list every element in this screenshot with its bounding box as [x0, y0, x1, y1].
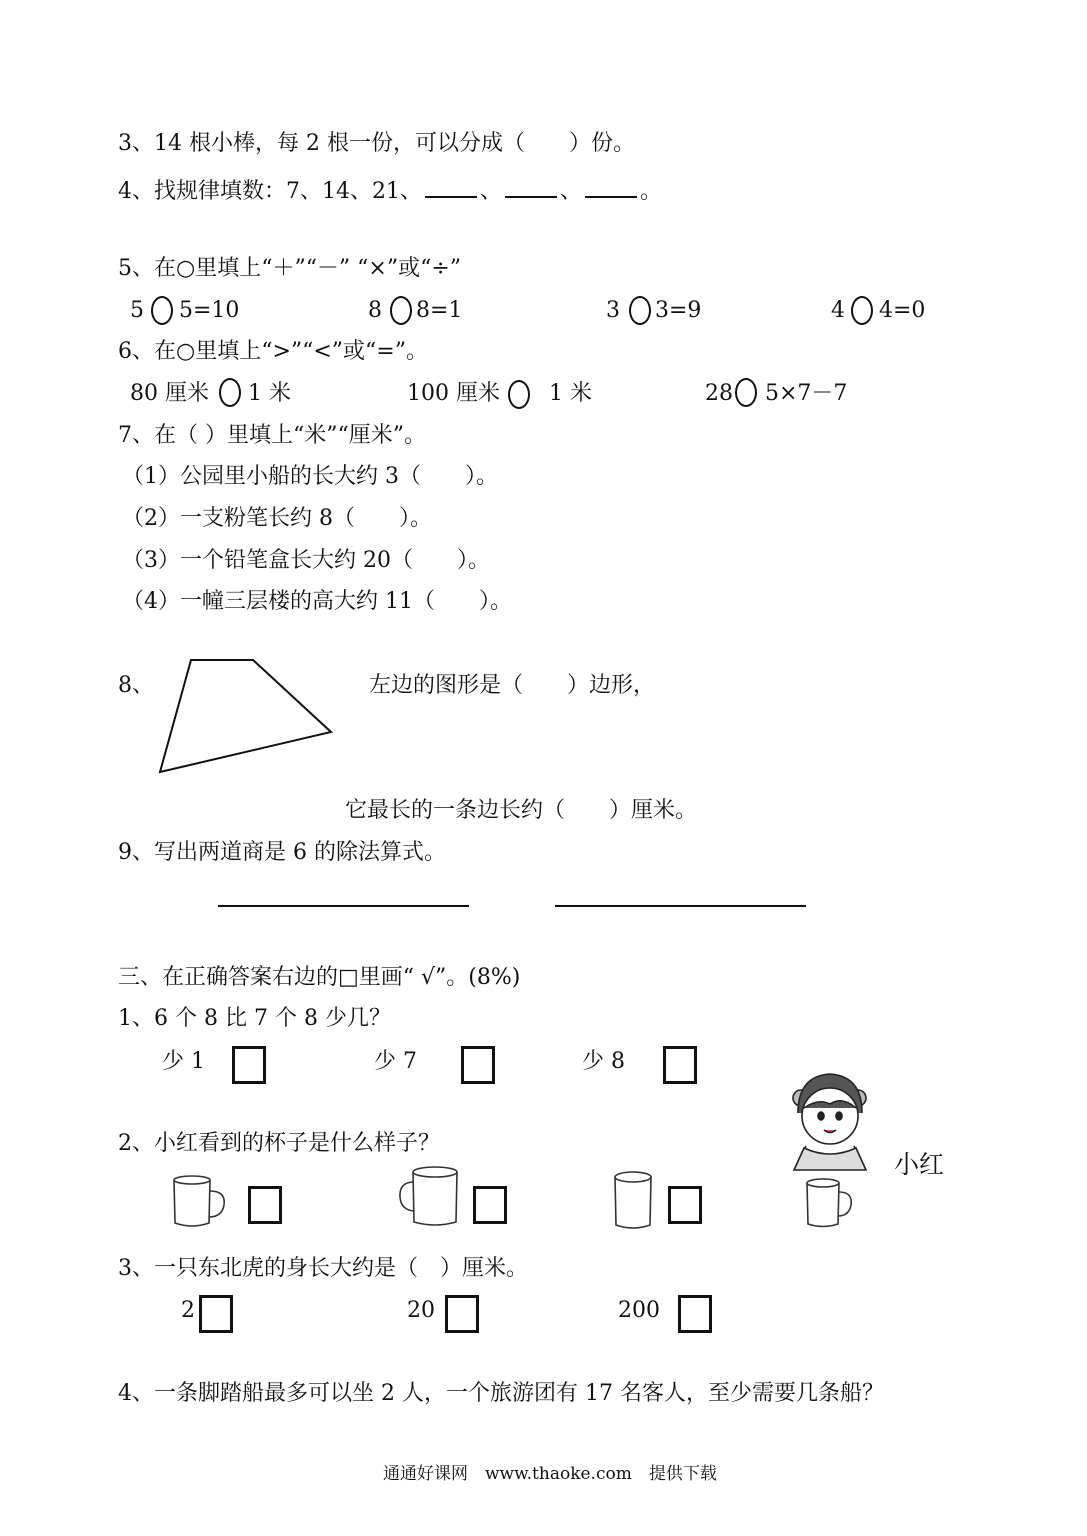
compare-circle[interactable]	[219, 378, 241, 407]
answer-blank[interactable]	[505, 176, 557, 198]
q6-item-right: 5×7－7	[765, 381, 848, 406]
question-7-item: （4）一幢三层楼的高大约 11（ ）。	[122, 589, 512, 614]
girl-illustration	[788, 1068, 873, 1173]
option-label: 2	[181, 1298, 195, 1323]
q6-item-right: 1 米	[248, 381, 291, 406]
question-8-number: 8、	[118, 673, 154, 698]
quadrilateral-figure	[150, 652, 345, 782]
q5-item-right: 3=9	[655, 298, 702, 323]
operator-circle[interactable]	[151, 296, 173, 325]
footer-text: 通通好课网 www.thaoke.com 提供下载	[383, 1464, 717, 1484]
answer-checkbox[interactable]	[668, 1186, 702, 1224]
cup-handle-left-icon	[395, 1165, 463, 1230]
question-4	[118, 176, 662, 203]
question-9: 9、写出两道商是 6 的除法算式。	[118, 840, 446, 865]
answer-blank[interactable]	[585, 176, 637, 198]
question-7-item: （2）一支粉笔长约 8（ ）。	[122, 506, 432, 531]
question-8-text: 左边的图形是（ ）边形，	[369, 673, 656, 698]
s3-question-4: 4、一条脚踏船最多可以坐 2 人，一个旅游团有 17 名客人，至少需要几条船？	[118, 1381, 884, 1406]
s3-question-2: 2、小红看到的杯子是什么样子？	[118, 1131, 440, 1156]
q6-item-left: 100 厘米	[407, 381, 500, 406]
q5-item-left: 8	[368, 298, 382, 323]
cup-no-handle-icon	[611, 1170, 657, 1232]
cup-reference-icon	[803, 1176, 855, 1231]
operator-circle[interactable]	[629, 296, 651, 325]
question-7-title: 7、在（ ）里填上“米”“厘米”。	[118, 423, 426, 448]
q5-item-left: 4	[831, 298, 845, 323]
q6-item-left: 28	[705, 381, 733, 406]
option-label: 200	[618, 1298, 660, 1323]
q6-item-right: 1 米	[549, 381, 592, 406]
answer-line[interactable]	[555, 905, 806, 907]
question-8-text-2: 它最长的一条边长约（ ）厘米。	[345, 798, 698, 823]
question-5-title: 5、在○里填上“＋”“－” “×”或“÷”	[118, 256, 462, 281]
question-6-title: 6、在○里填上“>”“<”或“=”。	[118, 339, 428, 364]
answer-checkbox[interactable]	[461, 1046, 495, 1084]
section-3-title: 三、在正确答案右边的□里画“ √”。(8%)	[118, 965, 521, 990]
q5-item-right: 8=1	[416, 298, 463, 323]
period: 。	[640, 179, 663, 204]
question-7-item: （3）一个铅笔盒长大约 20（ ）。	[122, 548, 490, 573]
cup-side-view-icon	[170, 1173, 232, 1231]
answer-line[interactable]	[218, 905, 469, 907]
s3-question-1: 1、6 个 8 比 7 个 8 少几？	[118, 1006, 391, 1031]
q6-item-left: 80 厘米	[130, 381, 209, 406]
answer-checkbox[interactable]	[248, 1186, 282, 1224]
operator-circle[interactable]	[390, 296, 412, 325]
answer-checkbox[interactable]	[445, 1295, 479, 1333]
operator-circle[interactable]	[851, 296, 873, 325]
question-3: 3、14 根小棒，每 2 根一份，可以分成（ ）份。	[118, 131, 635, 156]
question-4-prefix: 4、找规律填数：7、14、21、	[118, 179, 422, 204]
answer-checkbox[interactable]	[663, 1046, 697, 1084]
option-label: 20	[407, 1298, 435, 1323]
q5-item-right: 4=0	[879, 298, 926, 323]
s3-question-3: 3、一只东北虎的身长大约是（ ）厘米。	[118, 1256, 528, 1281]
answer-checkbox[interactable]	[473, 1186, 507, 1224]
option-label: 少 7	[374, 1049, 417, 1074]
q5-item-right: 5=10	[179, 298, 240, 323]
answer-checkbox[interactable]	[678, 1295, 712, 1333]
character-name: 小红	[894, 1150, 945, 1179]
option-label: 少 8	[582, 1049, 625, 1074]
answer-blank[interactable]	[425, 176, 477, 198]
q5-item-left: 5	[130, 298, 144, 323]
compare-circle[interactable]	[735, 378, 757, 407]
question-7-item: （1）公园里小船的长大约 3（ ）。	[122, 464, 498, 489]
compare-circle[interactable]	[508, 380, 530, 409]
option-label: 少 1	[162, 1049, 205, 1074]
q5-item-left: 3	[606, 298, 620, 323]
answer-checkbox[interactable]	[232, 1046, 266, 1084]
separator: 、	[479, 179, 502, 204]
answer-checkbox[interactable]	[199, 1295, 233, 1333]
separator: 、	[560, 179, 583, 204]
